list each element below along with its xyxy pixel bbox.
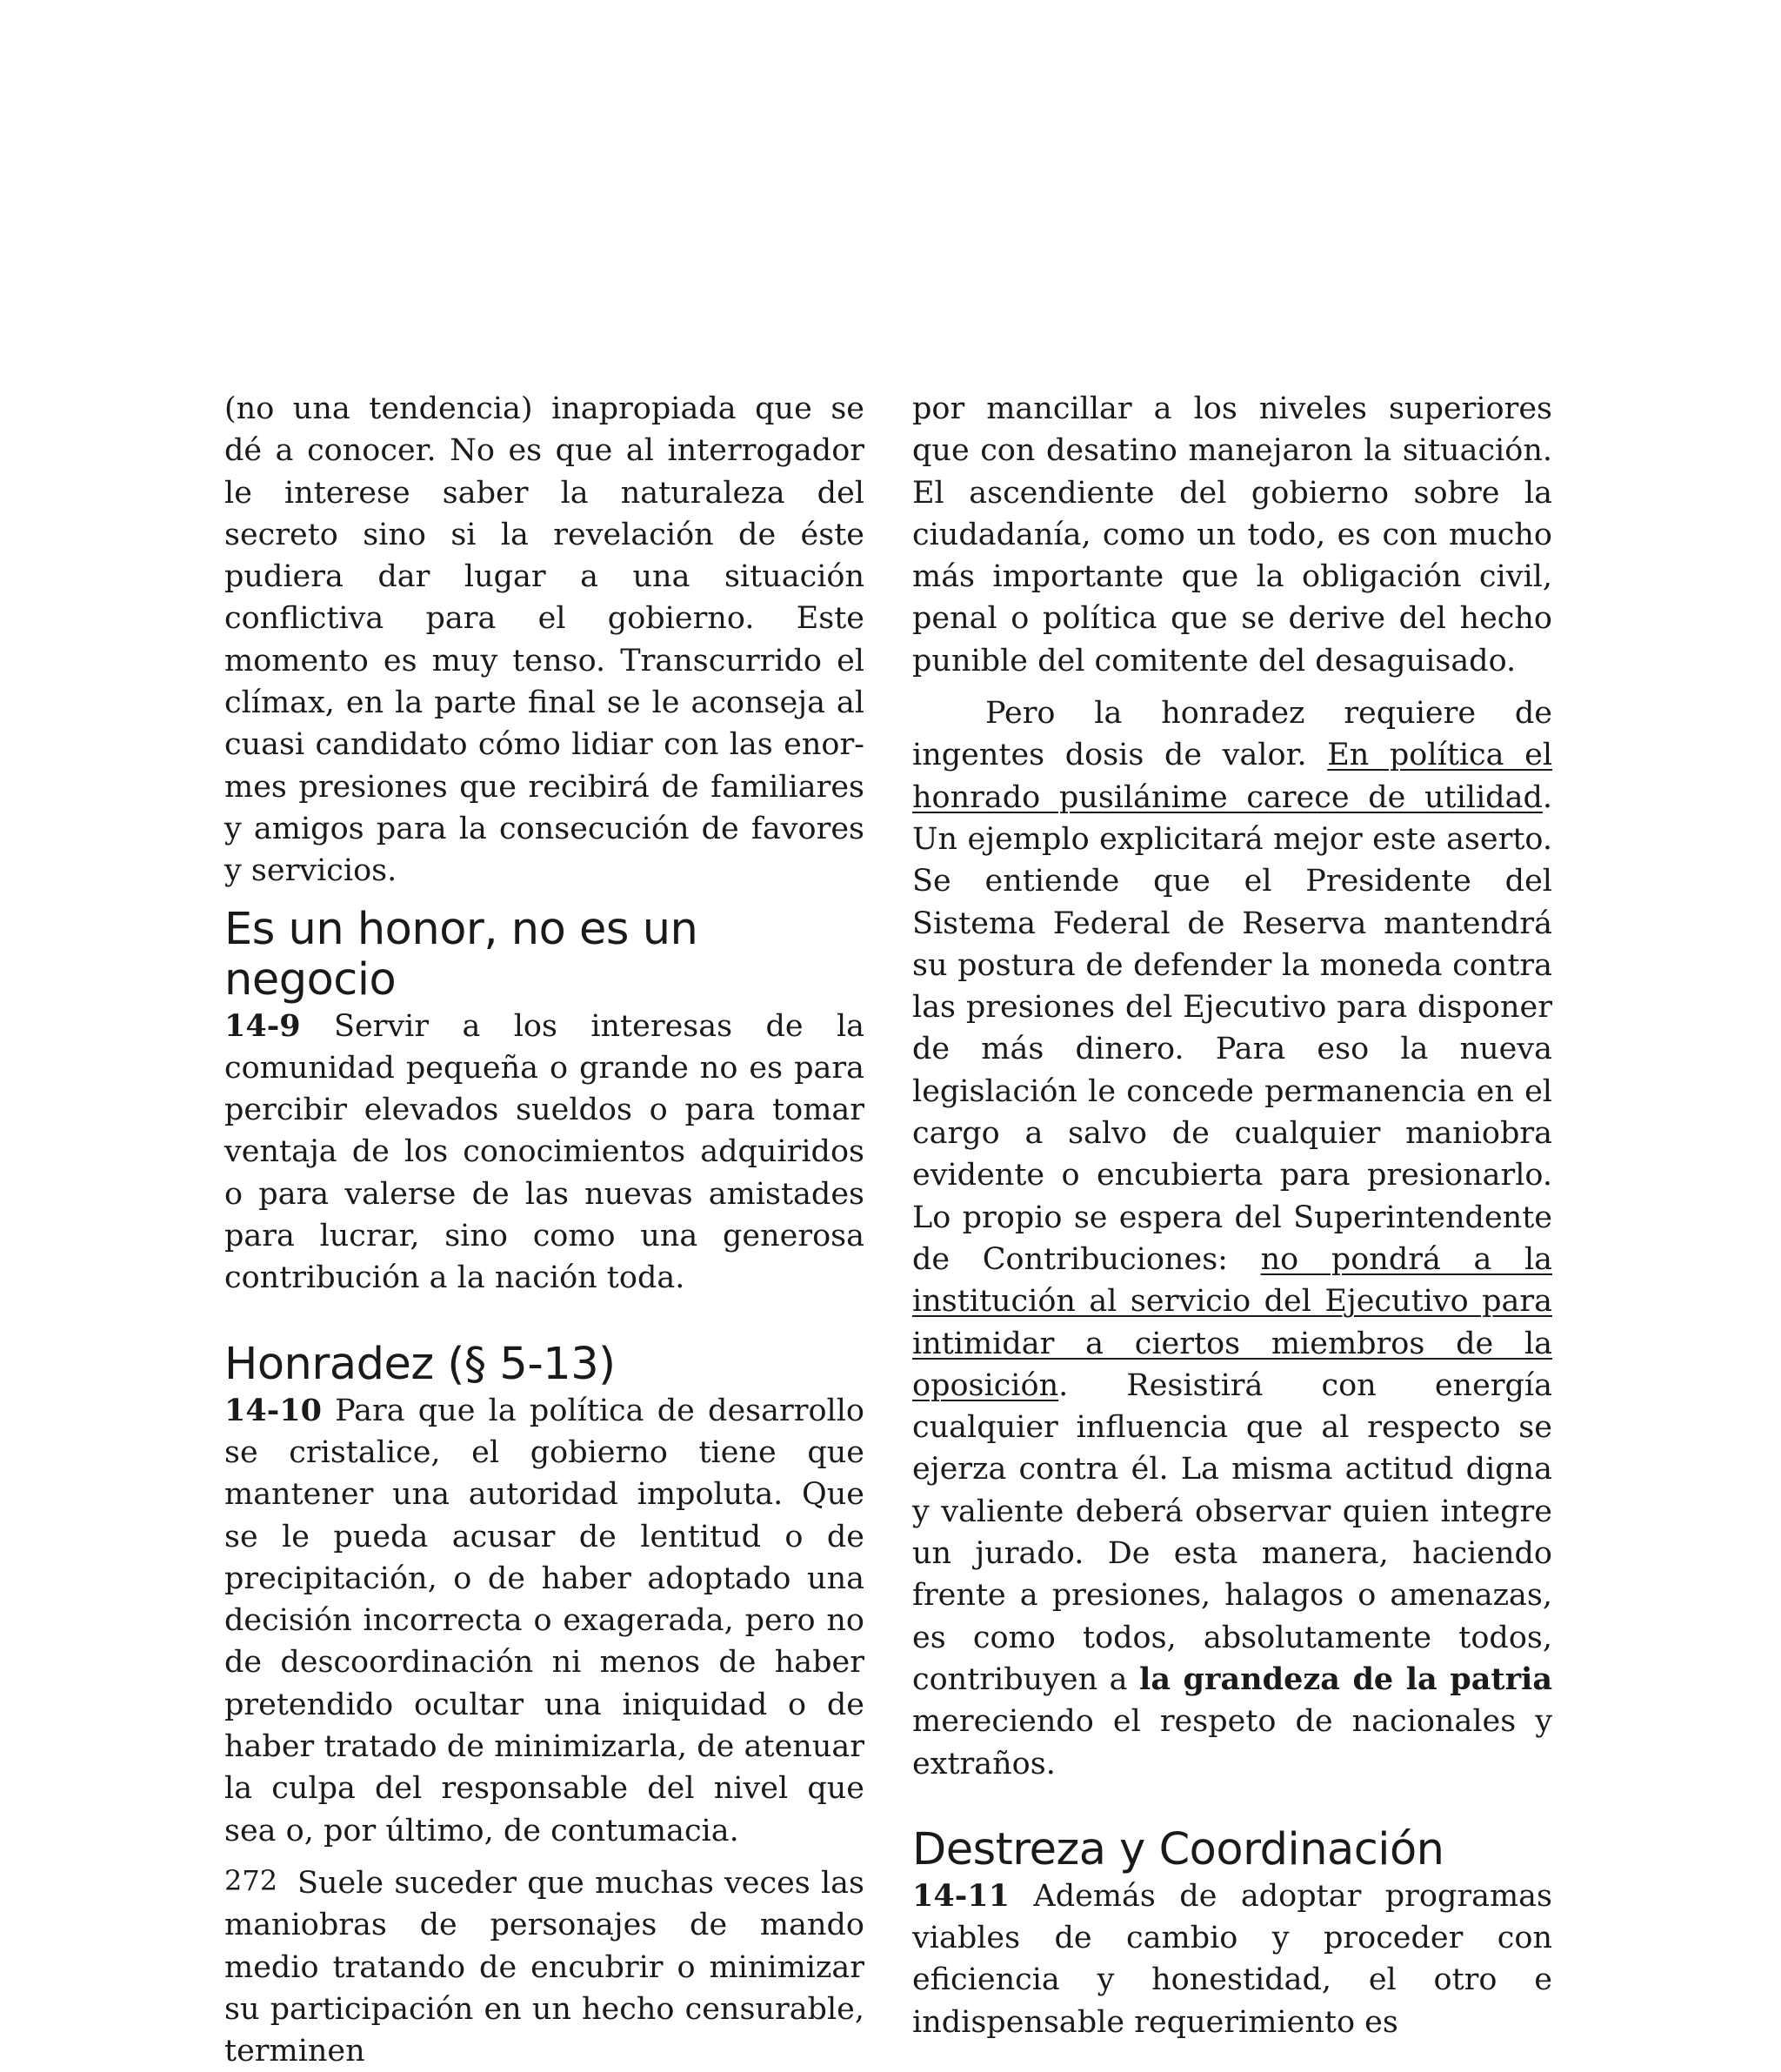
section-paragraph [224, 1390, 864, 1852]
page-number: 272 [224, 1864, 278, 1897]
paragraph: (no una tendencia) inapropiada que se dé a conocer. No es que al interrogador le interese saber la naturaleza del secreto sino si la revelación de éste pudiera dar lugar a una situación conflictiva para el gobierno. Este momento es muy tenso. Transcurrido el clímax, en la parte final se le aconseja al cuasi candidato cómo lidiar con las enormes presiones que recibirá de familiares y amigos para la consecución de favores y servicios. [224, 391, 864, 889]
section-paragraph [224, 1006, 864, 1300]
section-heading: Honradez (§ 5-13) [224, 1338, 616, 1390]
left-column [224, 388, 864, 2072]
section-number: 14-10 [224, 1392, 322, 1428]
bold-text: la grandeza de la patria [1139, 1661, 1552, 1697]
section-paragraph [912, 1875, 1552, 2043]
section-number: 14-11 [912, 1877, 1010, 1914]
section-text: Además de adoptar programas viables de cambio y proceder con eficiencia y honestidad, el otro e indispensable requerimiento es [912, 1878, 1552, 2040]
text-run: Pero la honradez requiere de ingentes dosis de valor. [912, 696, 1552, 773]
section-heading: Es un honor, no es un negocio [224, 903, 698, 1006]
paragraph [912, 692, 1552, 1785]
paragraph: Suele suceder que muchas veces las maniobras de personajes de mando medio tratando de encubrir o minimizar su participación en un hecho censurable, terminen [224, 1865, 864, 2069]
section-text: Para que la política de desarrollo se cristalice, el gobierno tiene que mantener una autoridad impoluta. Que se le pueda acusar de lentitud o de precipitación, o de haber adoptado una decisión incorrecta o exagerada, pero no de descoordinación ni menos de haber pretendido ocultar una iniquidad o de haber tratado de minimizarla, de atenuar la culpa del responsable del nivel que sea o, por último, de contumacia. [224, 1393, 864, 1848]
underlined-text: no pondrá a la institución al servicio del Ejecutivo para intimidar a ciertos miembros de la oposición [912, 1241, 1553, 1403]
section-number: 14-9 [224, 1007, 301, 1044]
text-run: . Resistirá con energía cualquier influencia que al respecto se ejerza contra él. La misma actitud digna y valiente deberá observar quien integre un jurado. De esta manera, haciendo frente a presiones, halagos o amenazas, es como todos, absolutamente todos, contribuyen a [912, 1367, 1552, 1697]
text-run: mereciendo el respeto de nacionales y extraños. [912, 1704, 1552, 1781]
section-heading: Destreza y Coordinación [912, 1823, 1444, 1875]
underlined-text: En política el honrado pusilánime carece de utilidad [912, 738, 1553, 815]
text-run: . Un ejemplo explicitará mejor este aserto. Se entiende que el Presidente del Sistema Federal de Reserva mantendrá su postura de defender la moneda contra las presiones del Ejecutivo para disponer de más dinero. Para eso la nueva legislación le concede permanencia en el cargo a salvo de cualquier maniobra evidente o encubierta para presionarlo. Lo propio se espera del Superintendente de Contribuciones: [912, 779, 1552, 1277]
paragraph: por mancillar a los niveles superiores que con desatino manejaron la situación. El ascendiente del gobierno sobre la ciudadanía, como un todo, es con mucho más importante que la obligación civil, penal o política que se derive del hecho punible del comitente del desaguisado. [912, 391, 1552, 678]
section-text: Servir a los interesas de la comunidad pequeña o grande no es para percibir elevados sueldos o para tomar ventaja de los conocimientos adquiridos o para valerse de las nuevas amistades para lucrar, sino como una generosa contribución a la nación toda. [224, 1008, 864, 1296]
right-column [912, 388, 1552, 2043]
